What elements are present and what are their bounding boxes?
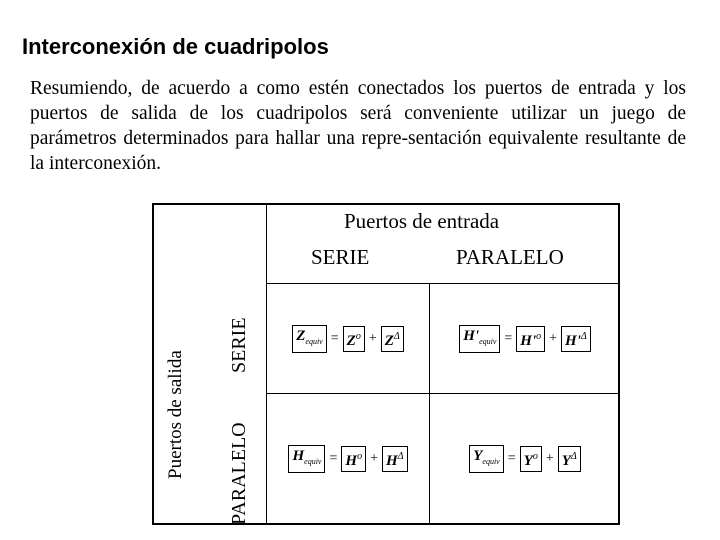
page-title: Interconexión de cuadripolos (22, 34, 329, 59)
matrix-hp-equiv: $H'_{equiv}$ (459, 325, 500, 353)
summary-paragraph: Resumiendo, de acuerdo a como estén conectados los puertos de entrada y los puertos de salida de los cuadripolos será conveniente utilizar un juego de parámetros determinados para hallar una repre-sentación equivalente resultante de la interconexión. (30, 78, 686, 174)
output-ports-header: Puertos de salida (165, 350, 186, 479)
matrix-h-equiv: $H_{equiv}$ (288, 445, 325, 473)
matrix-h-delta: $H^\Delta$ (382, 446, 408, 472)
column-header-serie: SERIE (311, 245, 370, 269)
equation-h-prime: $H'_{equiv}$ = $H'^o$ + $H'^\Delta$ (457, 325, 593, 353)
matrix-y-delta: $Y^\Delta$ (558, 446, 581, 472)
column-header-paralelo: PARALELO (456, 245, 564, 269)
matrix-z-delta: $Z^\Delta$ (381, 326, 404, 352)
equation-y: $Y_{equiv}$ = $Y^o$ + $Y^\Delta$ (467, 445, 583, 473)
matrix-z-o: $Z^o$ (343, 326, 365, 352)
input-ports-header: Puertos de entrada (344, 209, 500, 233)
matrix-y-equiv: $Y_{equiv}$ (469, 445, 504, 473)
interconnection-table (152, 203, 620, 525)
cell-serie-serie (267, 284, 429, 393)
cell-paralelo-serie (267, 394, 429, 523)
cell-serie-paralelo (430, 284, 620, 393)
equation-z: $Z_{equiv}$ = $Z^o$ + $Z^\Delta$ (290, 325, 406, 353)
matrix-hp-delta: $H'^\Delta$ (561, 326, 591, 352)
matrix-h-o: $H^o$ (341, 446, 366, 472)
cell-paralelo-paralelo (430, 394, 620, 523)
matrix-z-equiv: $Z_{equiv}$ (292, 325, 327, 353)
row-header-paralelo: PARALELO (228, 422, 250, 525)
matrix-hp-o: $H'^o$ (516, 326, 545, 352)
row-header-serie: SERIE (228, 317, 250, 373)
equation-h: $H_{equiv}$ = $H^o$ + $H^\Delta$ (286, 445, 409, 473)
matrix-y-o: $Y^o$ (520, 446, 542, 472)
